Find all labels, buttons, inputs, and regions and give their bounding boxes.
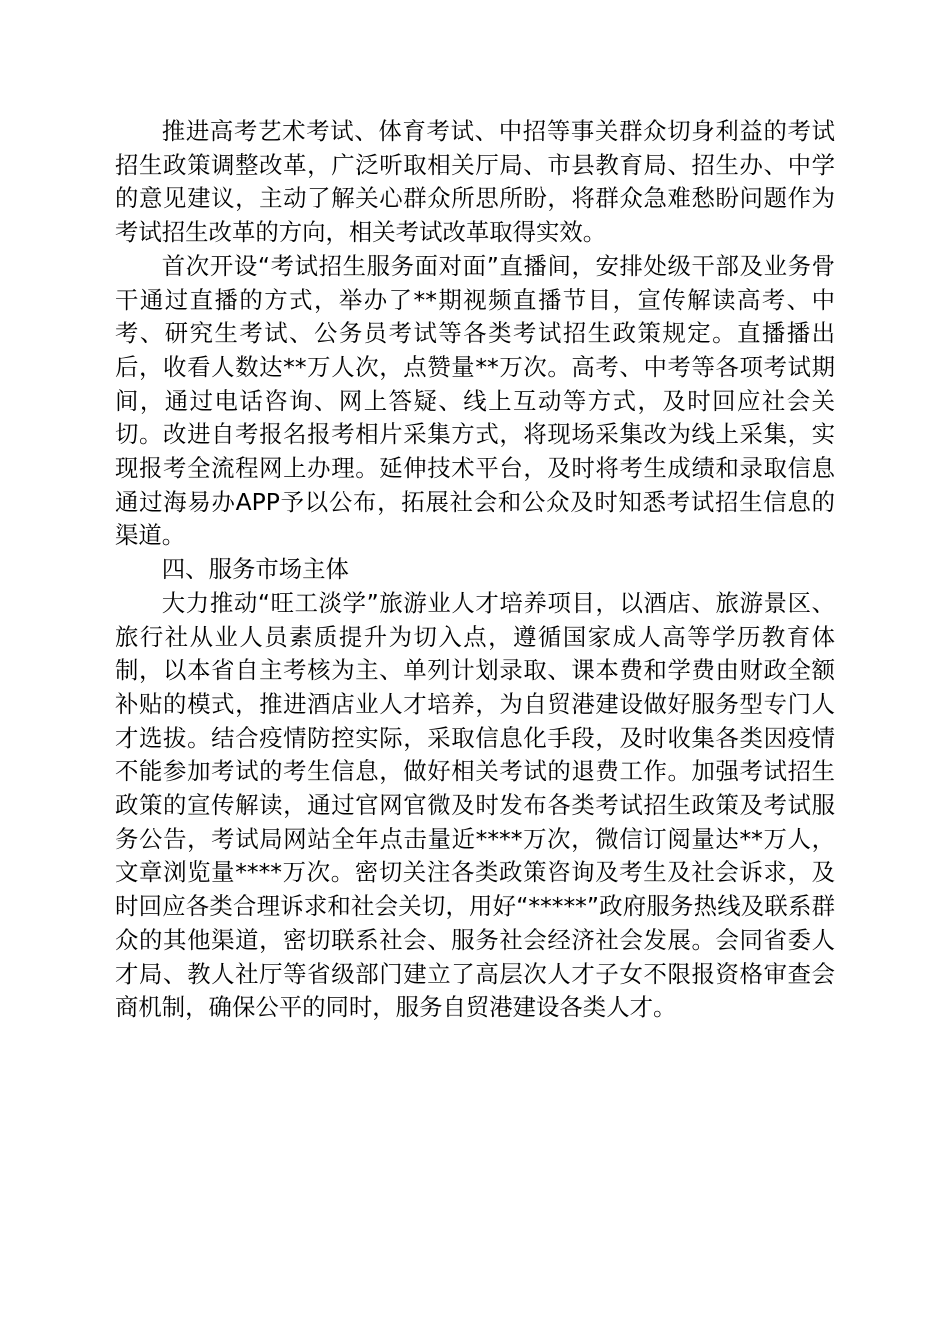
paragraph-exam-reform: 推进高考艺术考试、体育考试、中招等事关群众切身利益的考试招生政策调整改革，广泛听取相关厅局、市县教育局、招生办、中学的意见建议，主动了解关心群众所思所盼，将群众急难愁盼问题作为考试招生改革的方向，相关考试改革取得实效。 — [115, 117, 835, 247]
paragraph-livestream-service: 首次开设“考试招生服务面对面”直播间，安排处级干部及业务骨干通过直播的方式，举办了**期视频直播节目，宣传解读高考、中考、研究生考试、公务员考试等各类考试招生政策规定。直播播出后，收看人数达**万人次，点赞量**万次。高考、中考等各项考试期间，通过电话咨询、网上答疑、线上互动等方式，及时回应社会关切。改进自考报名报考相片采集方式，将现场采集改为线上采集，实现报考全流程网上办理。延伸技术平台，及时将考生成绩和录取信息通过海易办APP予以公布，拓展社会和公众及时知悉考试招生信息的渠道。 — [115, 251, 835, 550]
document-body — [115, 115, 835, 1025]
section-heading-market-entities: 四、服务市场主体 — [161, 555, 349, 584]
paragraph-tourism-talent: 大力推动“旺工淡学”旅游业人才培养项目，以酒店、旅游景区、旅行社从业人员素质提升为切入点，遵循国家成人高等学历教育体制，以本省自主考核为主、单列计划录取、课本费和学费由财政全额补贴的模式，推进酒店业人才培养，为自贸港建设做好服务型专门人才选拔。结合疫情防控实际，采取信息化手段，及时收集各类因疫情不能参加考试的考生信息，做好相关考试的退费工作。加强考试招生政策的宣传解读，通过官网官微及时发布各类考试招生政策及考试服务公告，考试局网站全年点击量近****万次，微信订阅量达**万人，文章浏览量****万次。密切关注各类政策咨询及考生及社会诉求，及时回应各类合理诉求和社会关切，用好“*****”政府服务热线及联系群众的其他渠道，密切联系社会、服务社会经济社会发展。会同省委人才局、教人社厅等省级部门建立了高层次人才子女不限报资格审查会商机制，确保公平的同时，服务自贸港建设各类人才。 — [115, 588, 835, 1022]
